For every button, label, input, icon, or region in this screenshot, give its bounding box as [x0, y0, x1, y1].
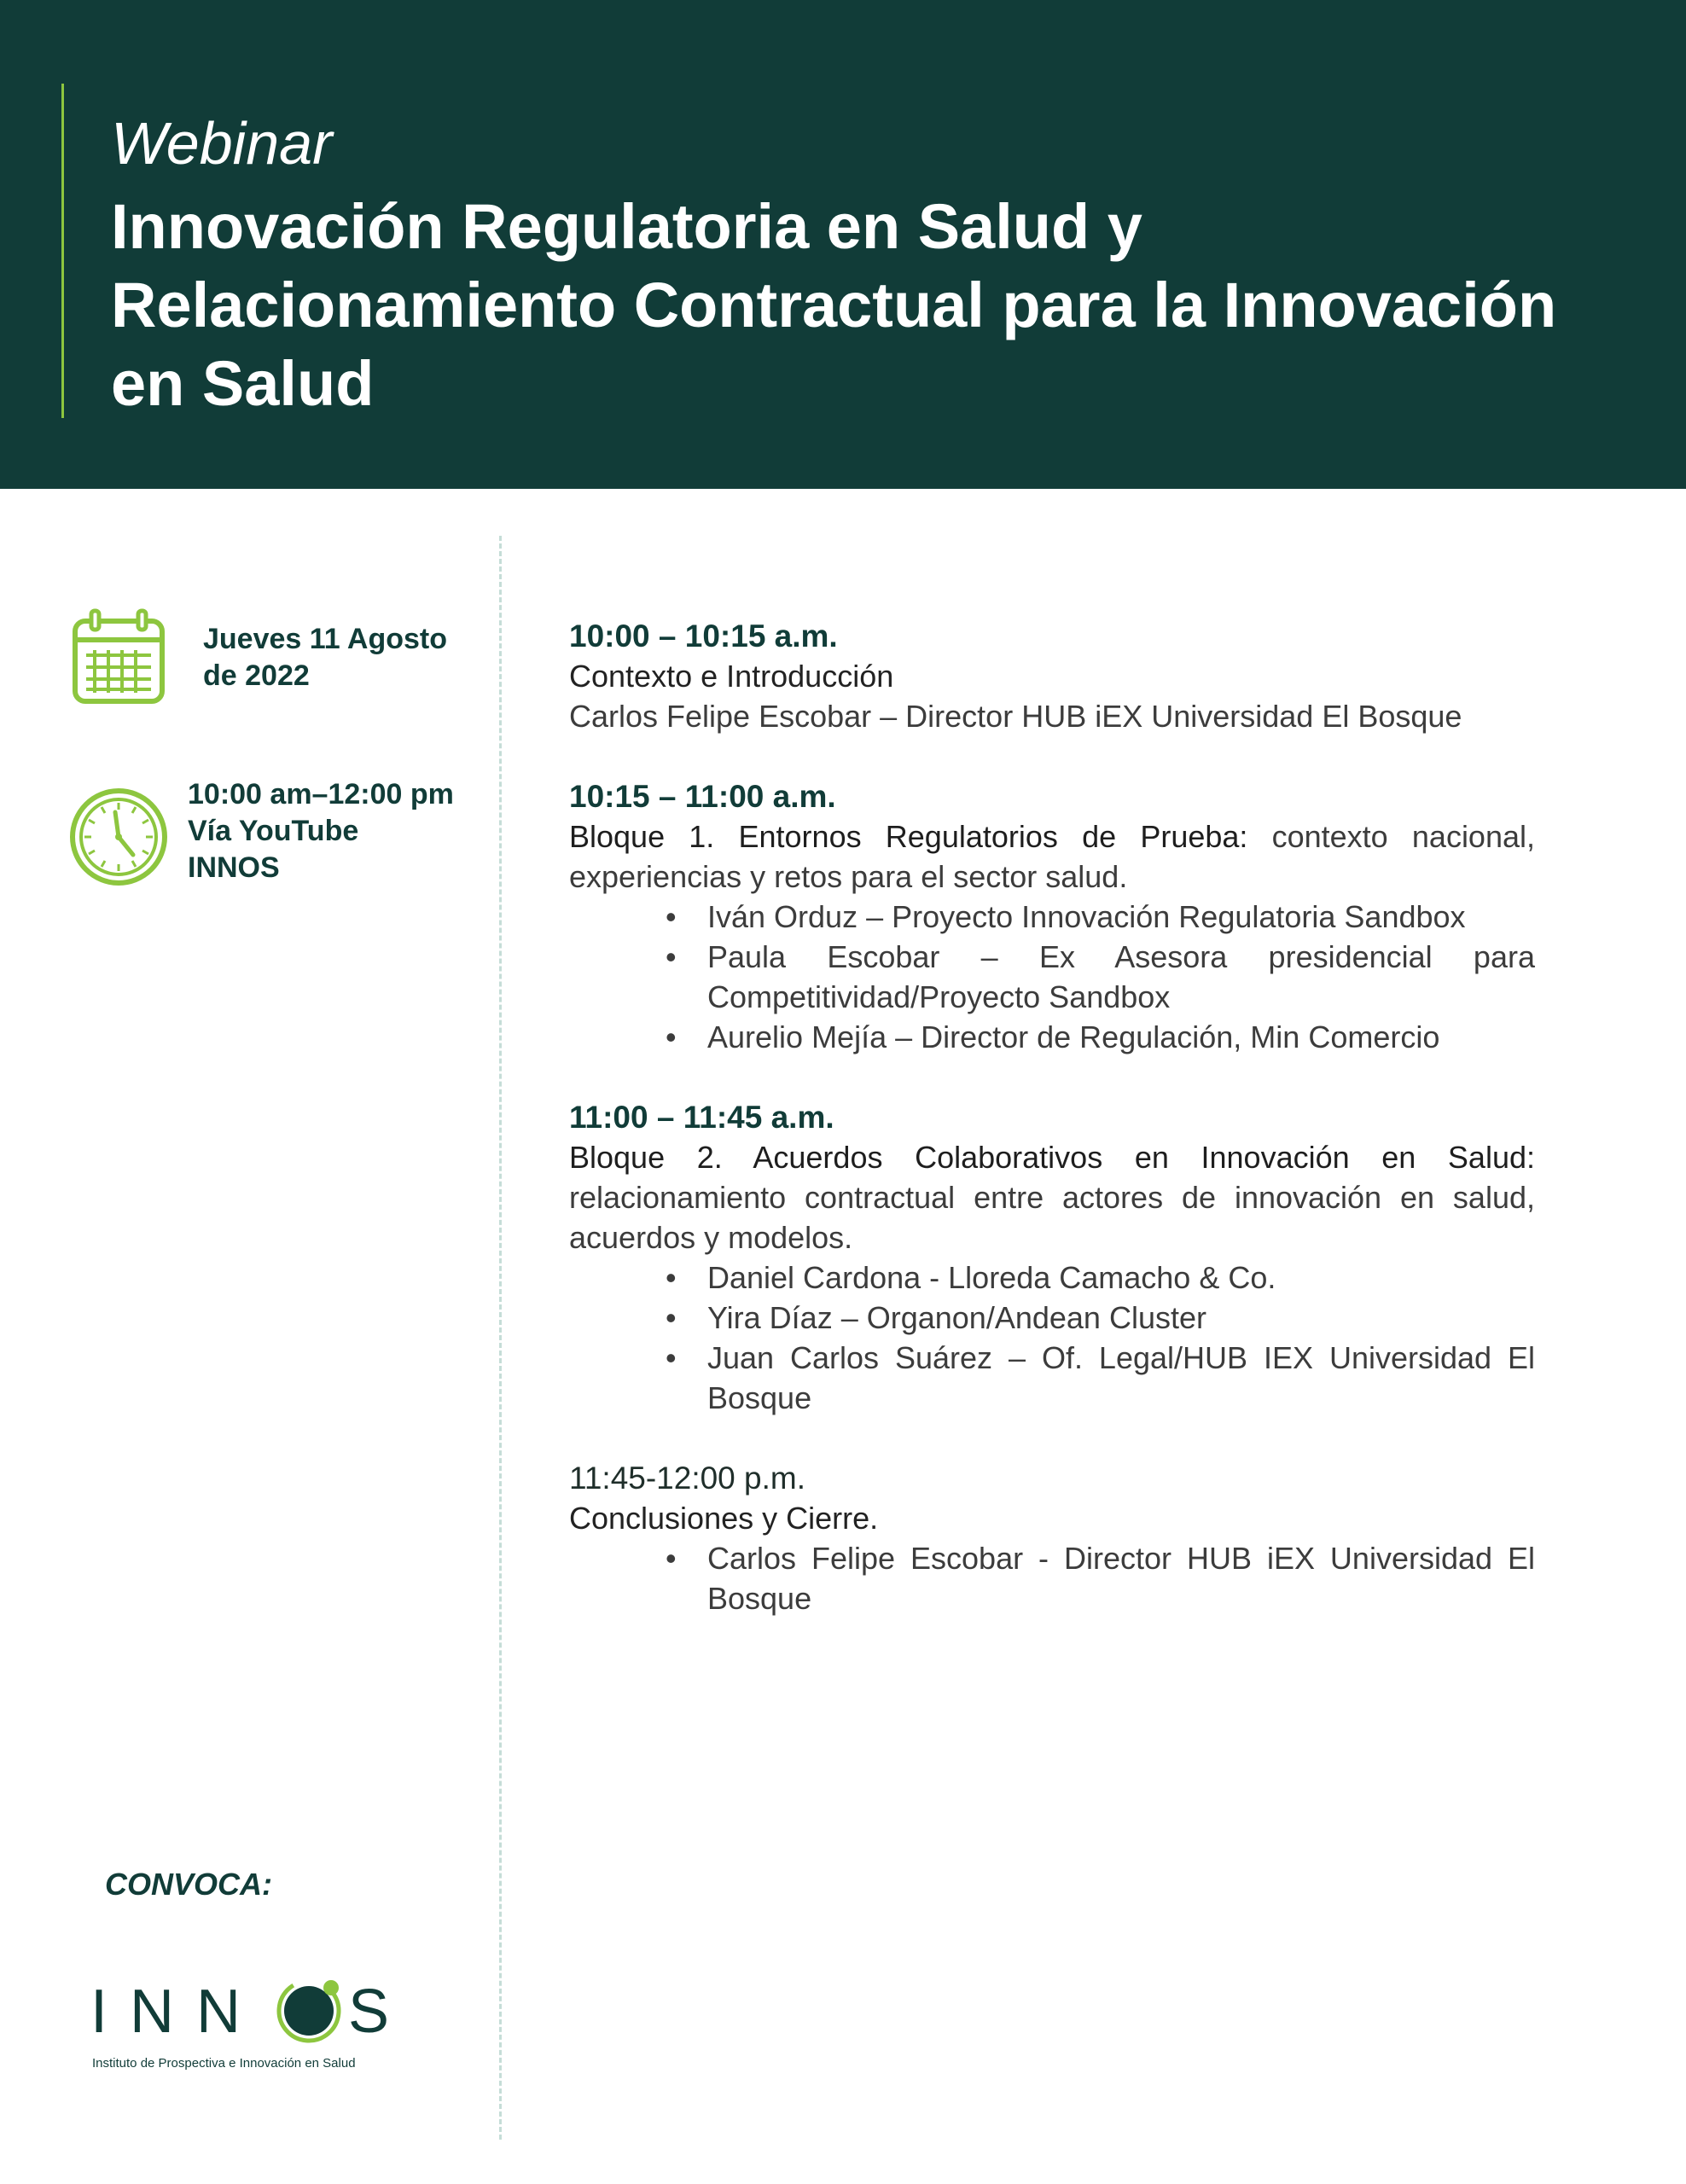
event-date-line-2: de 2022 [203, 659, 310, 692]
speaker-name: Carlos Felipe Escobar - Director HUB iEX Universidad El Bosque [707, 1541, 1535, 1616]
session-time: 11:45-12:00 p.m. [569, 1461, 805, 1496]
session-speaker: Carlos Felipe Escobar – Director HUB iEX Universidad El Bosque [569, 699, 1462, 734]
session-lead: Bloque 1. Entornos Regulatorios de Prueba: [569, 819, 1248, 854]
agenda-session-3 [569, 1097, 1535, 1418]
webinar-label: Webinar [111, 110, 333, 177]
innos-logo [90, 1962, 415, 2071]
logo-word: INN [90, 1978, 263, 2046]
event-date-line-1: Jueves 11 Agosto [203, 623, 447, 655]
session-description [569, 1137, 1535, 1258]
bullet-icon: • [666, 899, 677, 934]
agenda-session-1 [569, 616, 1535, 736]
session-time: 11:00 – 11:45 a.m. [569, 1100, 834, 1135]
calendar-icon [71, 607, 166, 706]
speaker-name: Paula Escobar – Ex Asesora presidencial para Competitividad/Proyecto Sandbox [707, 939, 1535, 1014]
speaker-list [666, 1538, 1535, 1618]
agenda [569, 616, 1535, 1658]
speaker-name: Daniel Cardona - Lloreda Camacho & Co. [707, 1260, 1276, 1295]
agenda-session-2 [569, 776, 1535, 1057]
bullet-icon: • [666, 939, 677, 974]
speaker-name: Juan Carlos Suárez – Of. Legal/HUB IEX Universidad El Bosque [707, 1340, 1535, 1415]
event-channel: INNOS [188, 851, 280, 884]
bullet-icon: • [666, 1260, 677, 1295]
column-divider [499, 536, 502, 2140]
convoca-label: CONVOCA: [105, 1867, 272, 1902]
session-description [569, 816, 1535, 897]
bullet-icon: • [666, 1019, 677, 1054]
logo-subtitle: Instituto de Prospectiva e Innovación en Salud [92, 2056, 356, 2071]
page-title: Innovación Regulatoria en Salud y Relacionamiento Contractual para la Innovación en Salud [111, 191, 1557, 419]
event-date [203, 621, 447, 694]
bullet-icon: • [666, 1541, 677, 1576]
speaker-list [666, 1258, 1535, 1418]
bullet-icon: • [666, 1300, 677, 1335]
list-item [666, 1298, 1535, 1338]
session-desc-text: relacionamiento contractual entre actores de innovación en salud, acuerdos y modelos. [569, 1180, 1535, 1255]
session-lead: Bloque 2. Acuerdos Colaborativos en Innovación en Salud: [569, 1140, 1535, 1175]
list-item [666, 1017, 1535, 1057]
innos-logo-mark [90, 1962, 415, 2048]
speaker-name: Iván Orduz – Proyecto Innovación Regulatoria Sandbox [707, 899, 1466, 934]
bullet-icon: • [666, 1340, 677, 1375]
agenda-session-4 [569, 1458, 1535, 1618]
clock-icon [68, 787, 169, 887]
list-item [666, 937, 1535, 1017]
list-item [666, 897, 1535, 937]
speaker-name: Aurelio Mejía – Director de Regulación, Min Comercio [707, 1019, 1440, 1054]
session-title: Conclusiones y Cierre. [569, 1501, 879, 1536]
speaker-name: Yira Díaz – Organon/Andean Cluster [707, 1300, 1206, 1335]
session-time: 10:00 – 10:15 a.m. [569, 619, 838, 653]
event-platform: Vía YouTube [188, 815, 359, 847]
session-title: Contexto e Introducción [569, 659, 894, 694]
header-accent-rule [61, 84, 64, 418]
event-time-range: 10:00 am–12:00 pm [188, 778, 454, 810]
list-item [666, 1338, 1535, 1418]
list-item [666, 1258, 1535, 1298]
session-desc-text: contexto nacional, experiencias y retos para el sector salud. [569, 819, 1536, 894]
speaker-list [666, 897, 1535, 1057]
list-item [666, 1538, 1535, 1618]
header-banner [0, 0, 1686, 489]
session-time: 10:15 – 11:00 a.m. [569, 779, 836, 814]
logo-word-end: S [348, 1978, 390, 2046]
event-time [188, 776, 454, 886]
